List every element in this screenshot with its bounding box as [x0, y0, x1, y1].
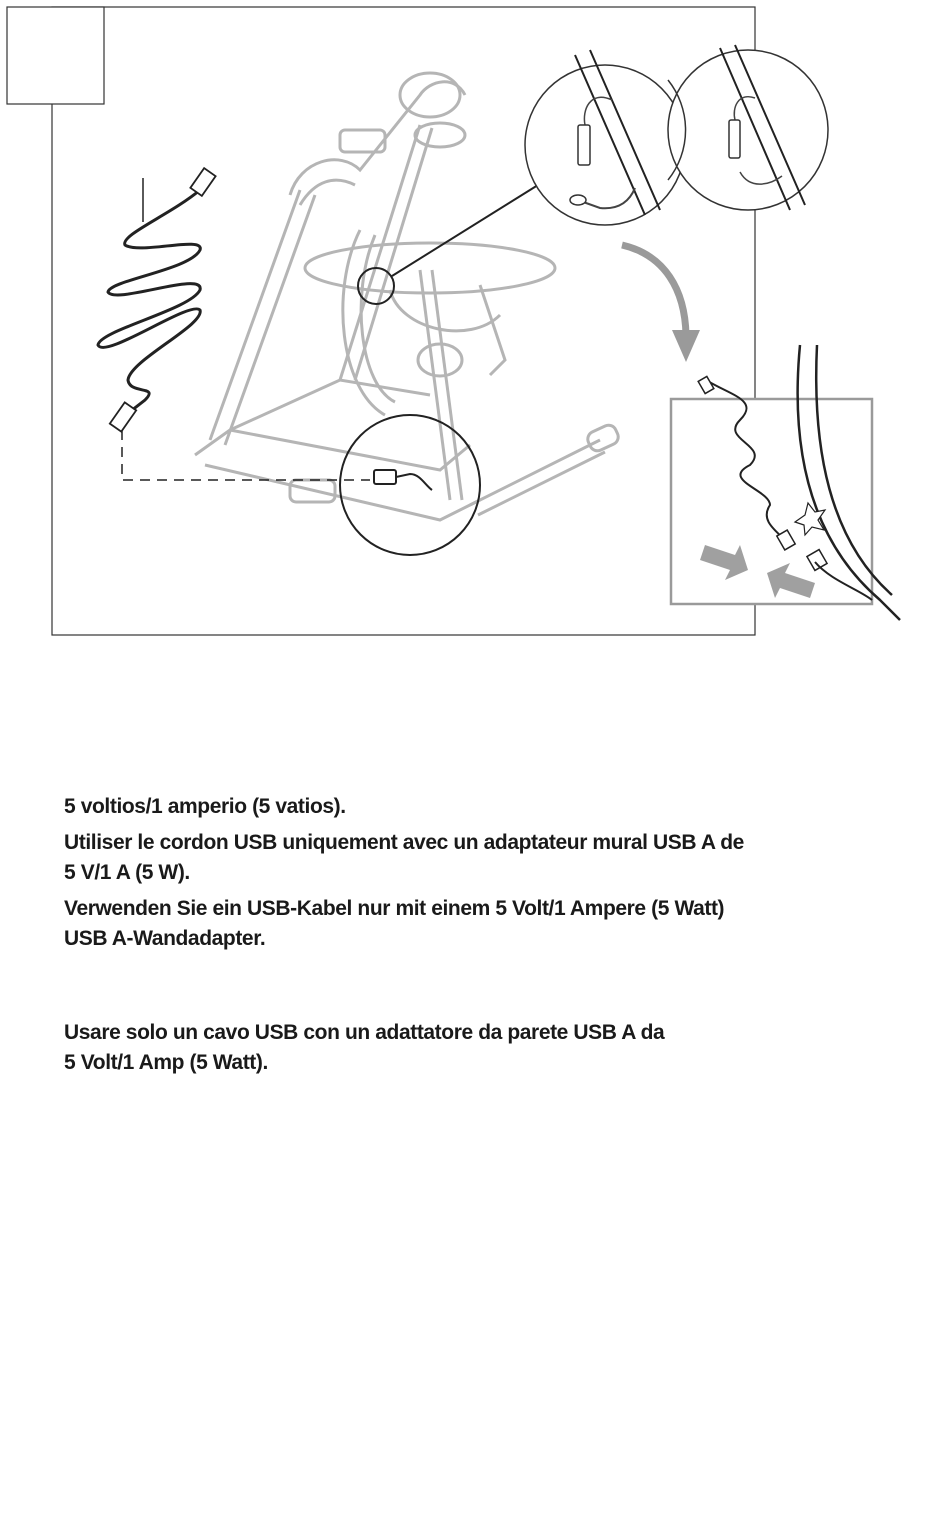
- warning-de-line1: Verwenden Sie ein USB-Kabel nur mit einem 5 Volt/1 Ampere (5 Watt): [64, 897, 725, 920]
- usb-cable-icon: [98, 168, 370, 480]
- swing-diagram: [0, 0, 950, 660]
- plug-in-arrows-icon: [671, 345, 900, 620]
- warning-es: 5 voltios/1 amperio (5 vatios).: [64, 795, 346, 818]
- warning-fr: [64, 828, 864, 888]
- warning-it-line2: 5 Volt/1 Amp (5 Watt).: [64, 1051, 268, 1074]
- step-number-box: [7, 7, 104, 104]
- assembly-figure: [0, 0, 950, 660]
- warning-fr-line1: Utiliser le cordon USB uniquement avec un adaptateur mural USB A de: [64, 831, 744, 854]
- warning-fr-line2: 5 V/1 A (5 W).: [64, 861, 190, 884]
- warning-it-line1: Usare solo un cavo USB con un adattatore da parete USB A da: [64, 1021, 665, 1044]
- warning-de: [64, 894, 864, 954]
- direction-arrow-icon: [622, 245, 700, 362]
- warning-it: [64, 1018, 864, 1078]
- warning-de-line2: USB A-Wandadapter.: [64, 927, 266, 950]
- connector-detail-icon: [525, 45, 828, 225]
- usb-warning-text: [64, 792, 864, 1084]
